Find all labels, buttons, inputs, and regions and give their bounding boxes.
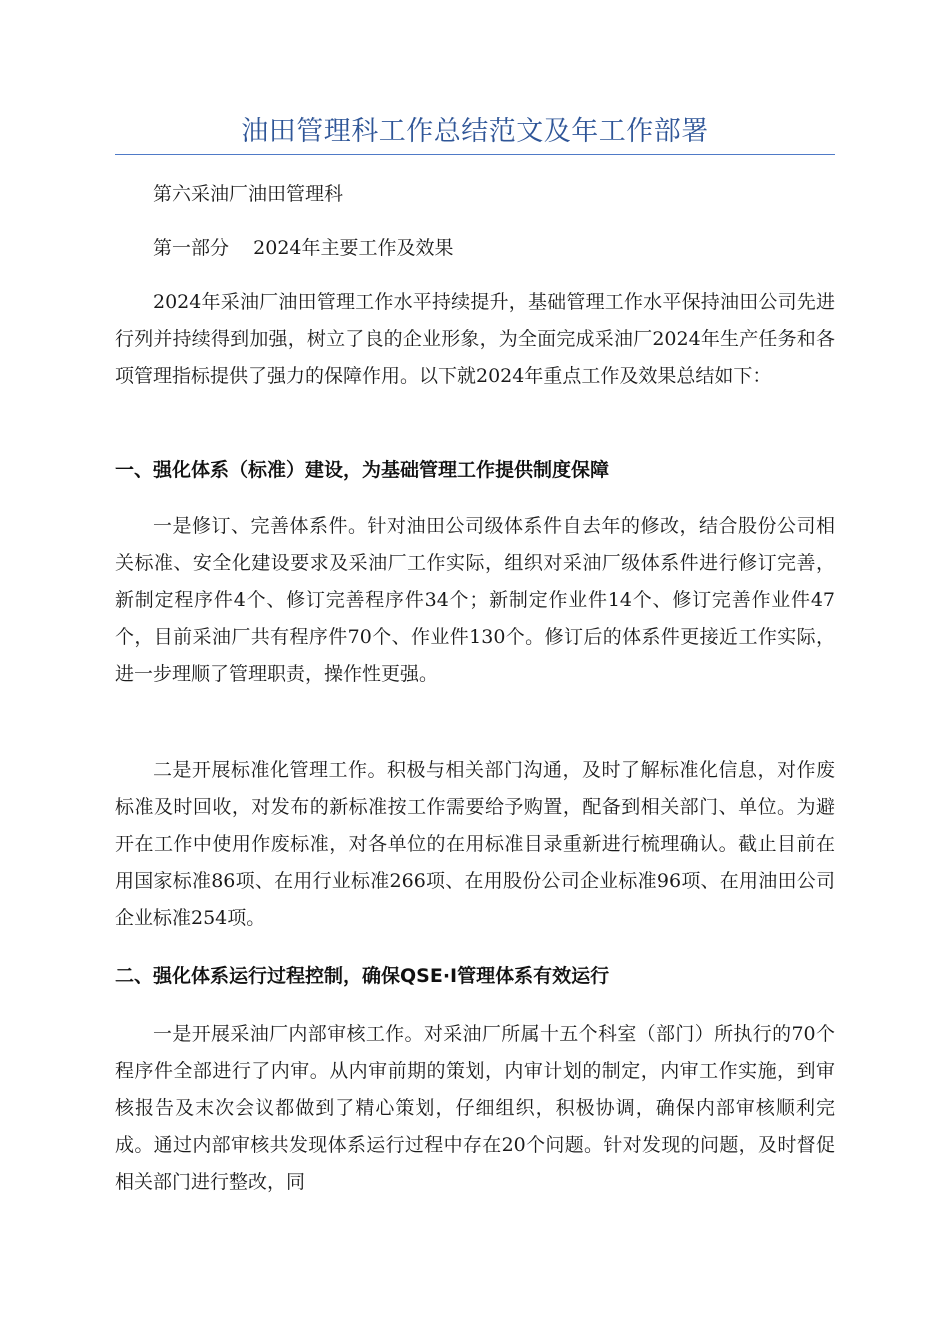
section1-heading: 一、强化体系（标准）建设，为基础管理工作提供制度保障 <box>115 459 610 481</box>
section1-paragraph-1: 一是修订、完善体系件。针对油田公司级体系件自去年的修改，结合股份公司相关标准、安全化建设要求及采油厂工作实际，组织对采油厂级体系件进行修订完善，新制定程序件4个、修订完善程序件34个；新制定作业件14个、修订完善作业件47个，目前采油厂共有程序件70个、作业件130个。修订后的体系件更接近工作实际，进一步理顺了管理职责，操作性更强。 <box>115 515 835 685</box>
section2-paragraph-1: 一是开展采油厂内部审核工作。对采油厂所属十五个科室（部门）所执行的70个程序件全部进行了内审。从内审前期的策划，内审计划的制定，内审工作实施，到审核报告及末次会议都做到了精心策划，仔细组织，积极协调，确保内部审核顺利完成。通过内部审核共发现体系运行过程中存在20个问题。针对发现的问题，及时督促相关部门进行整改，同 <box>115 1023 835 1193</box>
section1-paragraph-2: 二是开展标准化管理工作。积极与相关部门沟通，及时了解标准化信息，对作废标准及时回收，对发布的新标准按工作需要给予购置，配备到相关部门、单位。为避开在工作中使用作废标准，对各单位的在用标准目录重新进行梳理确认。截止目前在用国家标准86项、在用行业标准266项、在用股份公司企业标准96项、在用油田公司企业标准254项。 <box>115 759 835 929</box>
part-heading: 第一部分 2024年主要工作及效果 <box>153 237 454 259</box>
org-line: 第六采油厂油田管理科 <box>153 183 344 205</box>
intro-block <box>115 284 835 395</box>
section1-para2-block <box>115 752 835 937</box>
section1-para1-block <box>115 508 835 693</box>
section1-heading-block <box>115 452 835 489</box>
part-line-block <box>115 230 835 267</box>
section2-heading: 二、强化体系运行过程控制，确保QSE·I管理体系有效运行 <box>115 965 610 987</box>
document-title: 油田管理科工作总结范文及年工作部署 <box>241 116 709 147</box>
org-line-block <box>115 176 835 213</box>
section2-para1-block <box>115 1016 835 1201</box>
section2-heading-block <box>115 958 835 995</box>
intro-paragraph: 2024年采油厂油田管理工作水平持续提升，基础管理工作水平保持油田公司先进行列并持续得到加强，树立了良的企业形象，为全面完成采油厂2024年生产任务和各项管理指标提供了强力的保障作用。以下就2024年重点工作及效果总结如下： <box>115 291 835 387</box>
title-underline <box>115 154 835 155</box>
